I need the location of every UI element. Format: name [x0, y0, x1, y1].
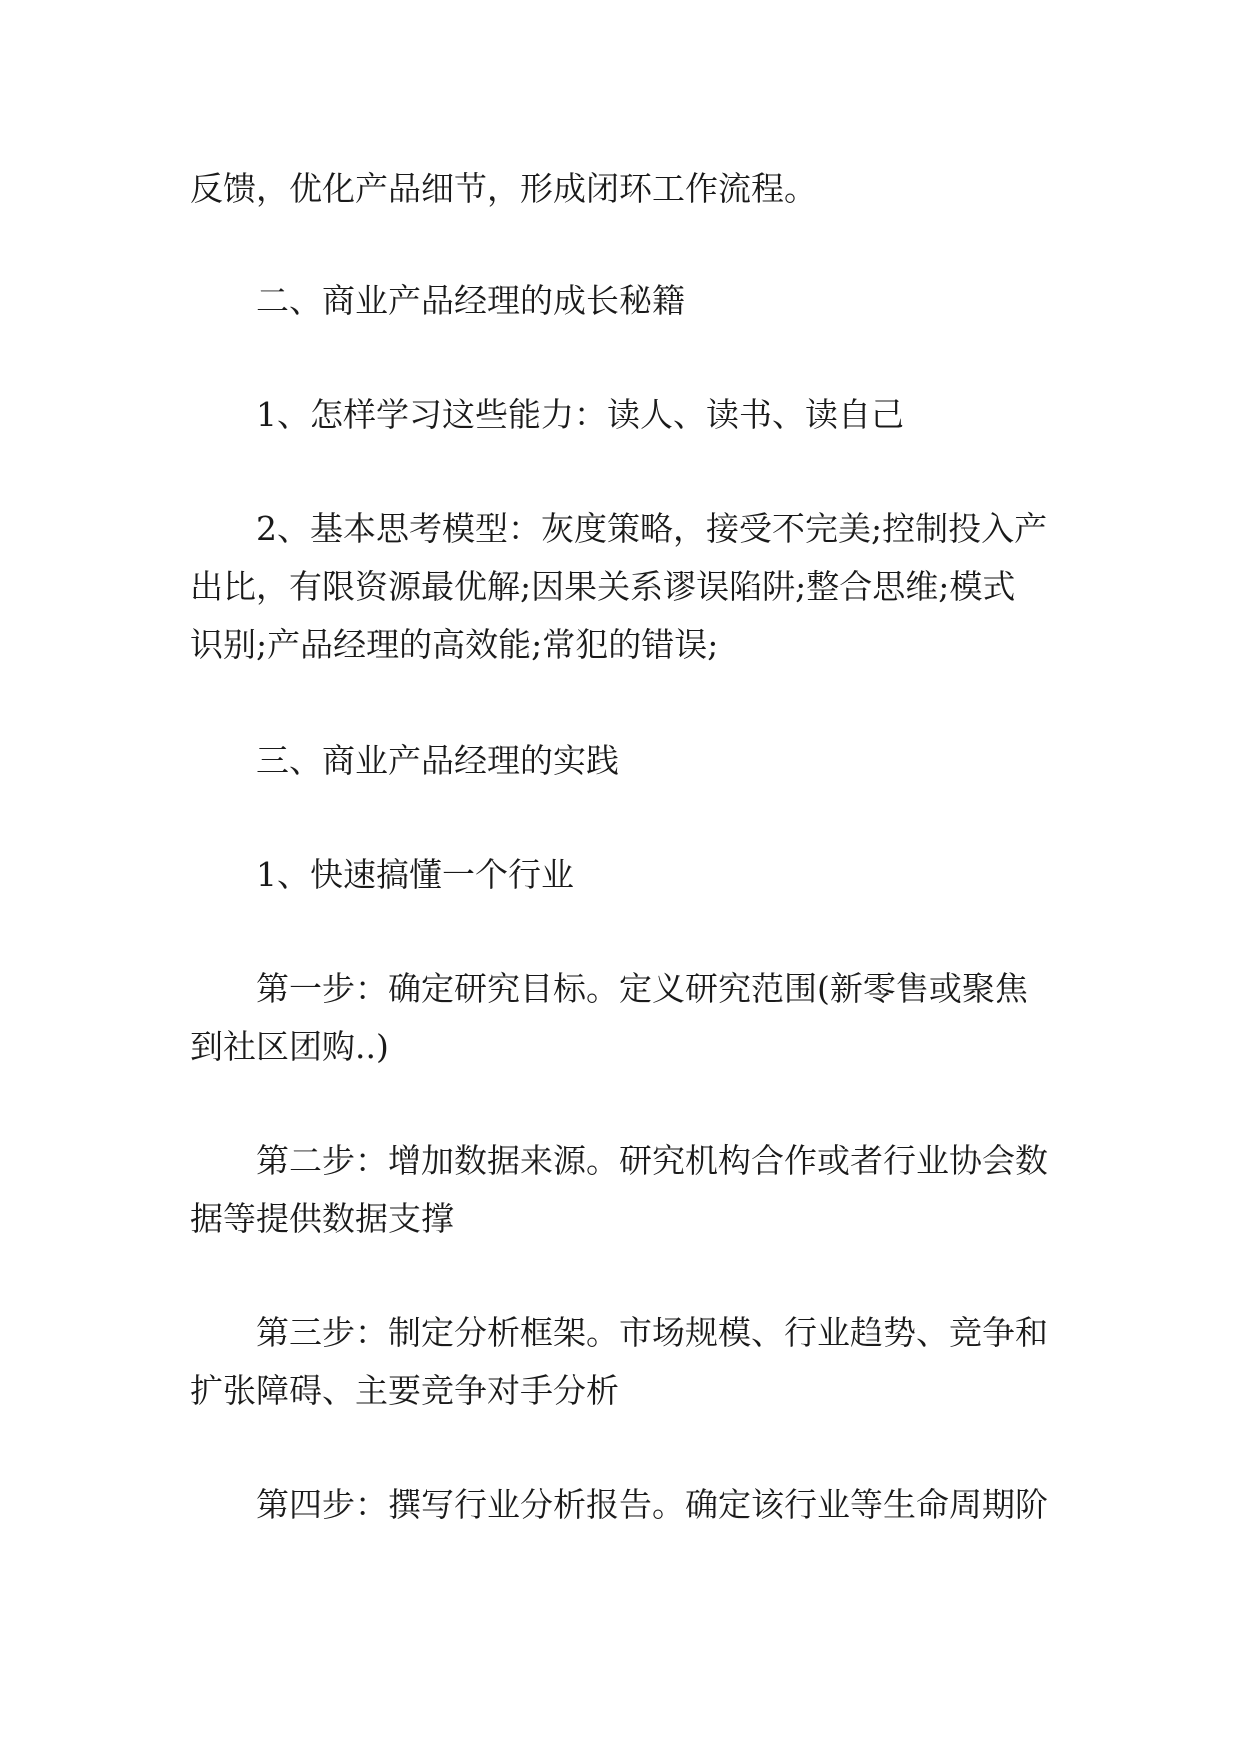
section-heading-practice [190, 732, 1062, 790]
text-line: 二、商业产品经理的成长秘籍 [256, 281, 685, 320]
text-line: 第一步：确定研究目标。定义研究范围(新零售或聚焦 [256, 969, 1028, 1008]
paragraph-understand-industry [190, 846, 1062, 904]
paragraph-closing-feedback [190, 160, 1062, 218]
text-line: 2、基本思考模型：灰度策略，接受不完美;控制投入产 [256, 509, 1048, 548]
paragraph-step-two [190, 1132, 1062, 1248]
text-line: 第四步：撰写行业分析报告。确定该行业等生命周期阶 [256, 1485, 1048, 1524]
text-line: 1、快速搞懂一个行业 [256, 855, 574, 894]
text-line: 第二步：增加数据来源。研究机构合作或者行业协会数 [256, 1141, 1048, 1180]
section-heading-growth [190, 272, 1062, 330]
text-line: 据等提供数据支撑 [190, 1199, 454, 1238]
text-line: 1、怎样学习这些能力：读人、读书、读自己 [256, 395, 904, 434]
paragraph-thinking-models [190, 500, 1062, 674]
paragraph-step-one [190, 960, 1062, 1076]
text-line: 到社区团购..) [190, 1027, 389, 1066]
text-line: 扩张障碍、主要竞争对手分析 [190, 1371, 619, 1410]
text-line: 三、商业产品经理的实践 [256, 741, 619, 780]
paragraph-step-three [190, 1304, 1062, 1420]
paragraph-step-four [190, 1476, 1062, 1534]
text-line: 第三步：制定分析框架。市场规模、行业趋势、竞争和 [256, 1313, 1048, 1352]
paragraph-learning-abilities [190, 386, 1062, 444]
text-line: 识别;产品经理的高效能;常犯的错误; [190, 625, 719, 664]
text-line: 反馈，优化产品细节，形成闭环工作流程。 [190, 169, 817, 208]
text-line: 出比，有限资源最优解;因果关系谬误陷阱;整合思维;模式 [190, 567, 1016, 606]
